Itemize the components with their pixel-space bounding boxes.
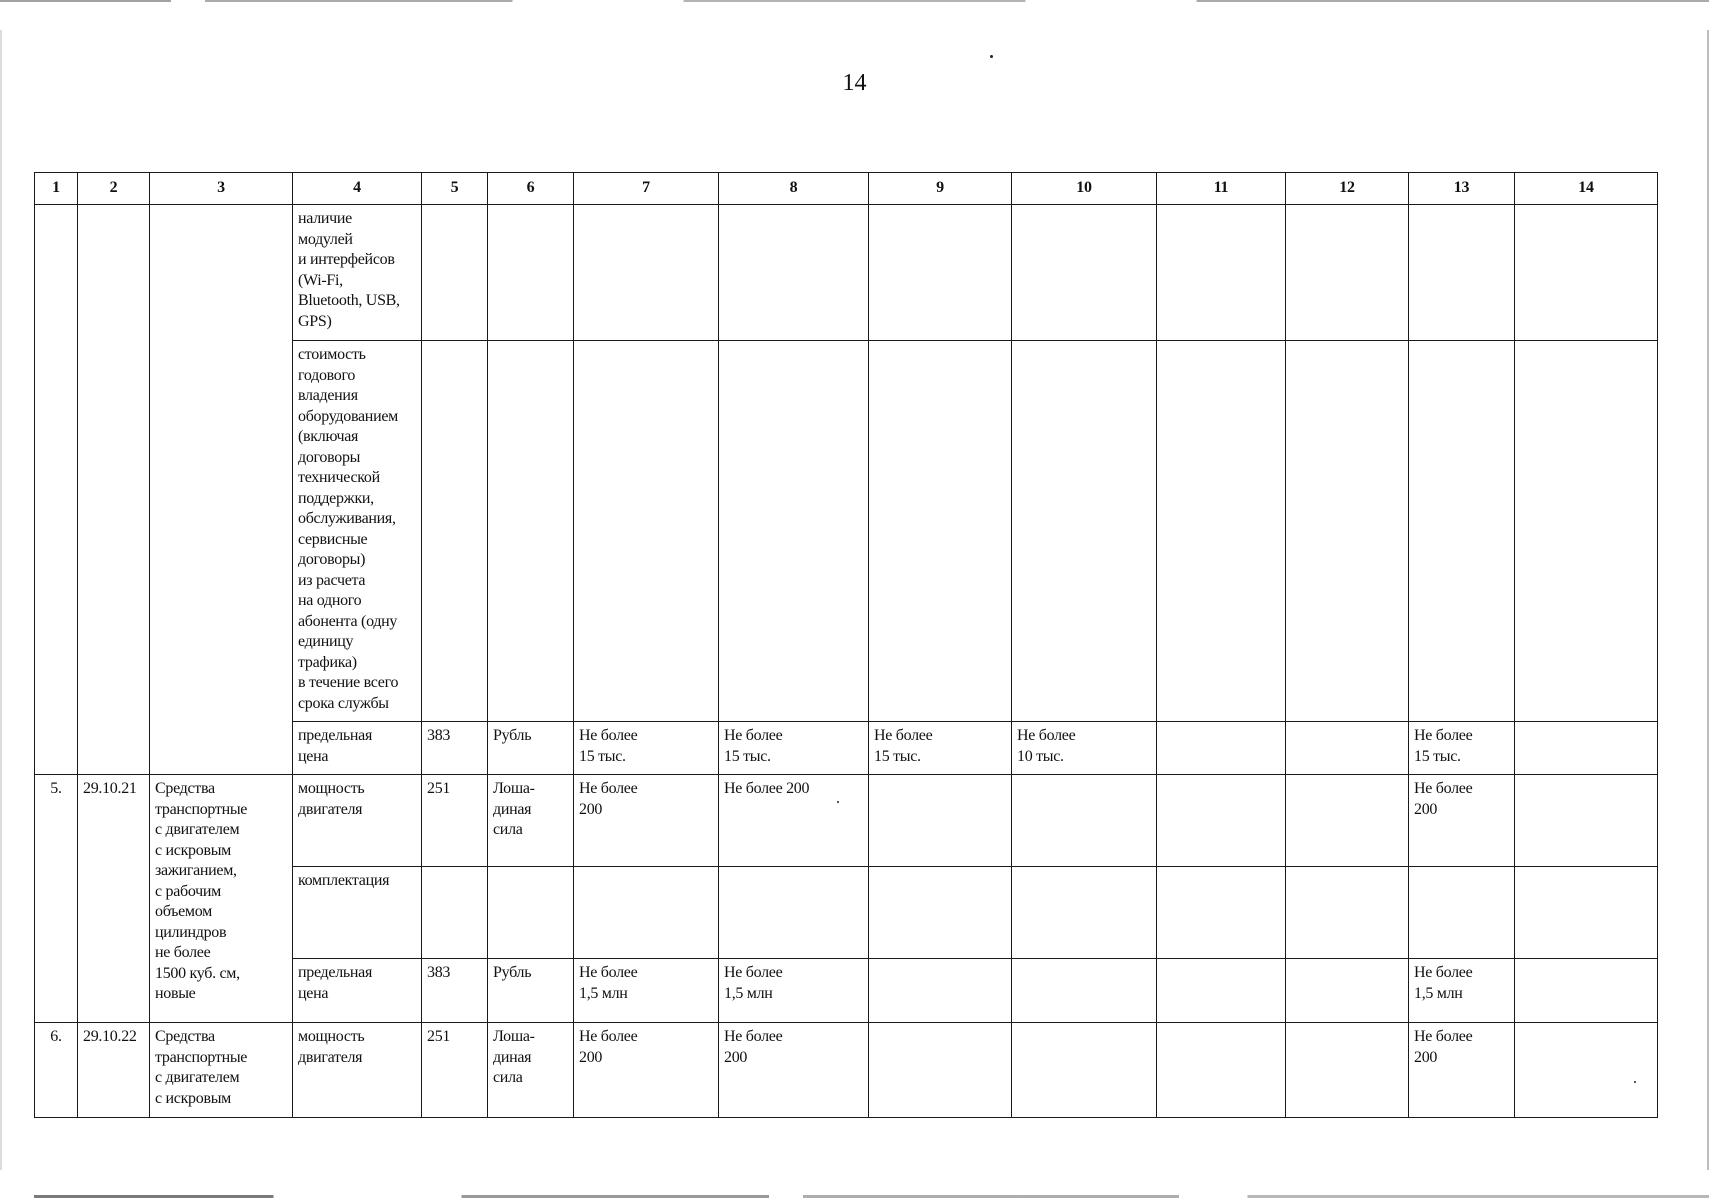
- value-cell: Не более 200: [1409, 1023, 1515, 1118]
- col-header: 2: [78, 173, 150, 205]
- table-cell: [1515, 722, 1658, 775]
- okpd-code-cell: 29.10.21: [78, 775, 150, 1023]
- characteristic-cell: мощность двигателя: [293, 775, 422, 867]
- table-cell: [1012, 1023, 1157, 1118]
- table-cell: [719, 341, 869, 722]
- value-cell: Не более 200: [719, 775, 869, 867]
- characteristic-cell: предельная цена: [293, 959, 422, 1023]
- table-cell: [422, 341, 488, 722]
- cell-code-continued: [78, 205, 150, 775]
- item-number-cell: 6.: [35, 1023, 78, 1118]
- scan-edge-left: [0, 30, 2, 1170]
- col-header: 14: [1515, 173, 1658, 205]
- table-cell: [488, 205, 574, 341]
- col-header: 8: [719, 173, 869, 205]
- table-cell: [1012, 867, 1157, 959]
- value-cell: Не более 15 тыс.: [1409, 722, 1515, 775]
- table-cell: [1012, 205, 1157, 341]
- characteristic-cell: предельная цена: [293, 722, 422, 775]
- table-cell: [1157, 775, 1286, 867]
- col-header: 11: [1157, 173, 1286, 205]
- table-cell: [1157, 1023, 1286, 1118]
- unit-cell: Рубль: [488, 722, 574, 775]
- table-cell: [1286, 959, 1409, 1023]
- characteristic-cell: мощность двигателя: [293, 1023, 422, 1118]
- col-header: 13: [1409, 173, 1515, 205]
- value-cell: Не более 200: [574, 1023, 719, 1118]
- table-row: [35, 205, 1658, 341]
- unit-cell: Лоша- диная сила: [488, 1023, 574, 1118]
- value-cell: Не более 10 тыс.: [1012, 722, 1157, 775]
- scan-edge-top: [0, 0, 1709, 2]
- unit-cell: Лоша- диная сила: [488, 775, 574, 867]
- scan-edge-bottom: [0, 1195, 1709, 1198]
- table-cell: [869, 959, 1012, 1023]
- okei-code-cell: 383: [422, 722, 488, 775]
- characteristic-cell: стоимость годового владения оборудованием (включая договоры технической поддержки, обслуживания, сервисные договоры) из расчета на одного абонента (одну единицу трафика) в течение всего срока службы: [293, 341, 422, 722]
- table-cell: [869, 775, 1012, 867]
- col-header: 12: [1286, 173, 1409, 205]
- table-cell: [1515, 205, 1658, 341]
- value-cell: Не более 15 тыс.: [719, 722, 869, 775]
- table-cell: [1012, 775, 1157, 867]
- okpd-code-cell: 29.10.22: [78, 1023, 150, 1118]
- table-cell: [1157, 867, 1286, 959]
- table-cell: [869, 1023, 1012, 1118]
- header-row: [35, 173, 1658, 205]
- table-cell: [1012, 341, 1157, 722]
- table-cell: [1286, 1023, 1409, 1118]
- okei-code-cell: 383: [422, 959, 488, 1023]
- table-cell: [488, 341, 574, 722]
- value-cell: Не более 200: [719, 1023, 869, 1118]
- table-cell: [1012, 959, 1157, 1023]
- table-cell: [1157, 722, 1286, 775]
- table-cell: [574, 867, 719, 959]
- okei-code-cell: 251: [422, 775, 488, 867]
- value-cell: Не более 200: [1409, 775, 1515, 867]
- table-row: [35, 775, 1658, 867]
- page-number: 14: [842, 70, 867, 96]
- unit-cell: Рубль: [488, 959, 574, 1023]
- table-cell: [1515, 775, 1658, 867]
- col-header: 4: [293, 173, 422, 205]
- table-cell: [1157, 959, 1286, 1023]
- table-cell: [1157, 341, 1286, 722]
- table-cell: [1409, 867, 1515, 959]
- table-cell: [1515, 959, 1658, 1023]
- col-header: 5: [422, 173, 488, 205]
- table-cell: [869, 341, 1012, 722]
- characteristic-cell: комплектация: [293, 867, 422, 959]
- table-cell: [719, 867, 869, 959]
- table-cell: [1157, 205, 1286, 341]
- table-cell: [1286, 205, 1409, 341]
- value-cell: Не более 1,5 млн: [1409, 959, 1515, 1023]
- okei-code-cell: 251: [422, 1023, 488, 1118]
- table-cell: [1409, 341, 1515, 722]
- col-header: 10: [1012, 173, 1157, 205]
- col-header: 9: [869, 173, 1012, 205]
- col-header: 3: [150, 173, 293, 205]
- col-header: 1: [35, 173, 78, 205]
- table-cell: [574, 205, 719, 341]
- table-cell: [574, 341, 719, 722]
- characteristic-cell: наличие модулей и интерфейсов (Wi-Fi, Bluetooth, USB, GPS): [293, 205, 422, 341]
- value-cell: Не более 15 тыс.: [574, 722, 719, 775]
- value-cell: Не более 1,5 млн: [719, 959, 869, 1023]
- specification-table: [34, 172, 1658, 1118]
- table-cell: [869, 205, 1012, 341]
- table-cell: [422, 205, 488, 341]
- table-cell: [422, 867, 488, 959]
- table-cell: [1515, 341, 1658, 722]
- item-number-cell: 5.: [35, 775, 78, 1023]
- table-cell: [869, 867, 1012, 959]
- table-cell: [488, 867, 574, 959]
- table-row: [35, 1023, 1658, 1118]
- item-name-cell: Средства транспортные с двигателем с искровым: [150, 1023, 293, 1118]
- cell-name-continued: [150, 205, 293, 775]
- cell-num-continued: [35, 205, 78, 775]
- table-cell: [1286, 722, 1409, 775]
- col-header: 6: [488, 173, 574, 205]
- table-cell: [1515, 1023, 1658, 1118]
- value-cell: Не более 200: [574, 775, 719, 867]
- table-cell: [719, 205, 869, 341]
- scan-speck: [990, 55, 993, 58]
- table-cell: [1286, 867, 1409, 959]
- table-cell: [1515, 867, 1658, 959]
- table-cell: [1286, 341, 1409, 722]
- value-cell: Не более 1,5 млн: [574, 959, 719, 1023]
- value-cell: Не более 15 тыс.: [869, 722, 1012, 775]
- table-cell: [1286, 775, 1409, 867]
- table-cell: [1409, 205, 1515, 341]
- col-header: 7: [574, 173, 719, 205]
- item-name-cell: Средства транспортные с двигателем с искровым зажиганием, с рабочим объемом цилиндров не более 1500 куб. см, новые: [150, 775, 293, 1023]
